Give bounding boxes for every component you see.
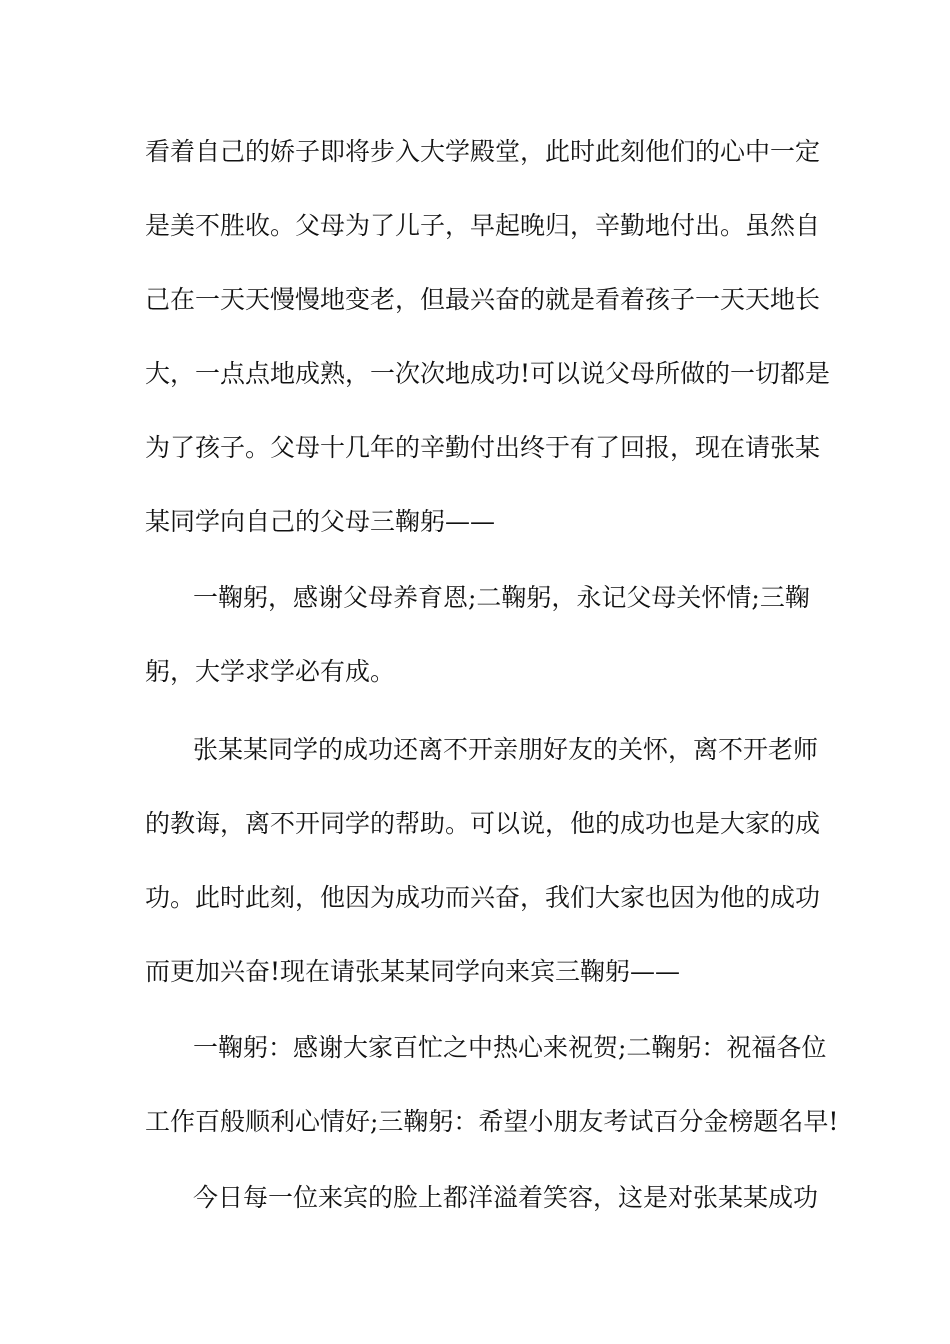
text-line: 某同学向自己的父母三鞠躬—— bbox=[145, 507, 496, 536]
text-line: 大，一点点地成熟，一次次地成功!可以说父母所做的一切都是 bbox=[145, 359, 831, 388]
text-line: 是美不胜收。父母为了儿子，早起晚归，辛勤地付出。虽然自 bbox=[145, 211, 821, 240]
text-line: 己在一天天慢慢地变老，但最兴奋的就是看着孩子一天天地长 bbox=[145, 285, 821, 314]
text-line: 而更加兴奋!现在请张某某同学向来宾三鞠躬—— bbox=[145, 957, 681, 986]
text-line: 工作百般顺利心情好;三鞠躬：希望小朋友考试百分金榜题名早! bbox=[145, 1107, 839, 1136]
text-line: 看着自己的娇子即将步入大学殿堂，此时此刻他们的心中一定 bbox=[145, 137, 821, 166]
text-line: 为了孩子。父母十几年的辛勤付出终于有了回报，现在请张某 bbox=[145, 433, 821, 462]
paragraph-first-line: 今日每一位来宾的脸上都洋溢着笑容，这是对张某某成功 bbox=[193, 1183, 819, 1212]
paragraph-first-line: 张某某同学的成功还离不开亲朋好友的关怀，离不开老师 bbox=[193, 735, 819, 764]
text-line: 的教诲，离不开同学的帮助。可以说，他的成功也是大家的成 bbox=[145, 809, 821, 838]
text-line: 功。此时此刻，他因为成功而兴奋，我们大家也因为他的成功 bbox=[145, 883, 821, 912]
text-line: 躬，大学求学必有成。 bbox=[145, 657, 396, 686]
paragraph-first-line: 一鞠躬，感谢父母养育恩;二鞠躬，永记父母关怀情;三鞠 bbox=[193, 583, 810, 612]
paragraph-first-line: 一鞠躬：感谢大家百忙之中热心来祝贺;二鞠躬：祝福各位 bbox=[193, 1033, 827, 1062]
